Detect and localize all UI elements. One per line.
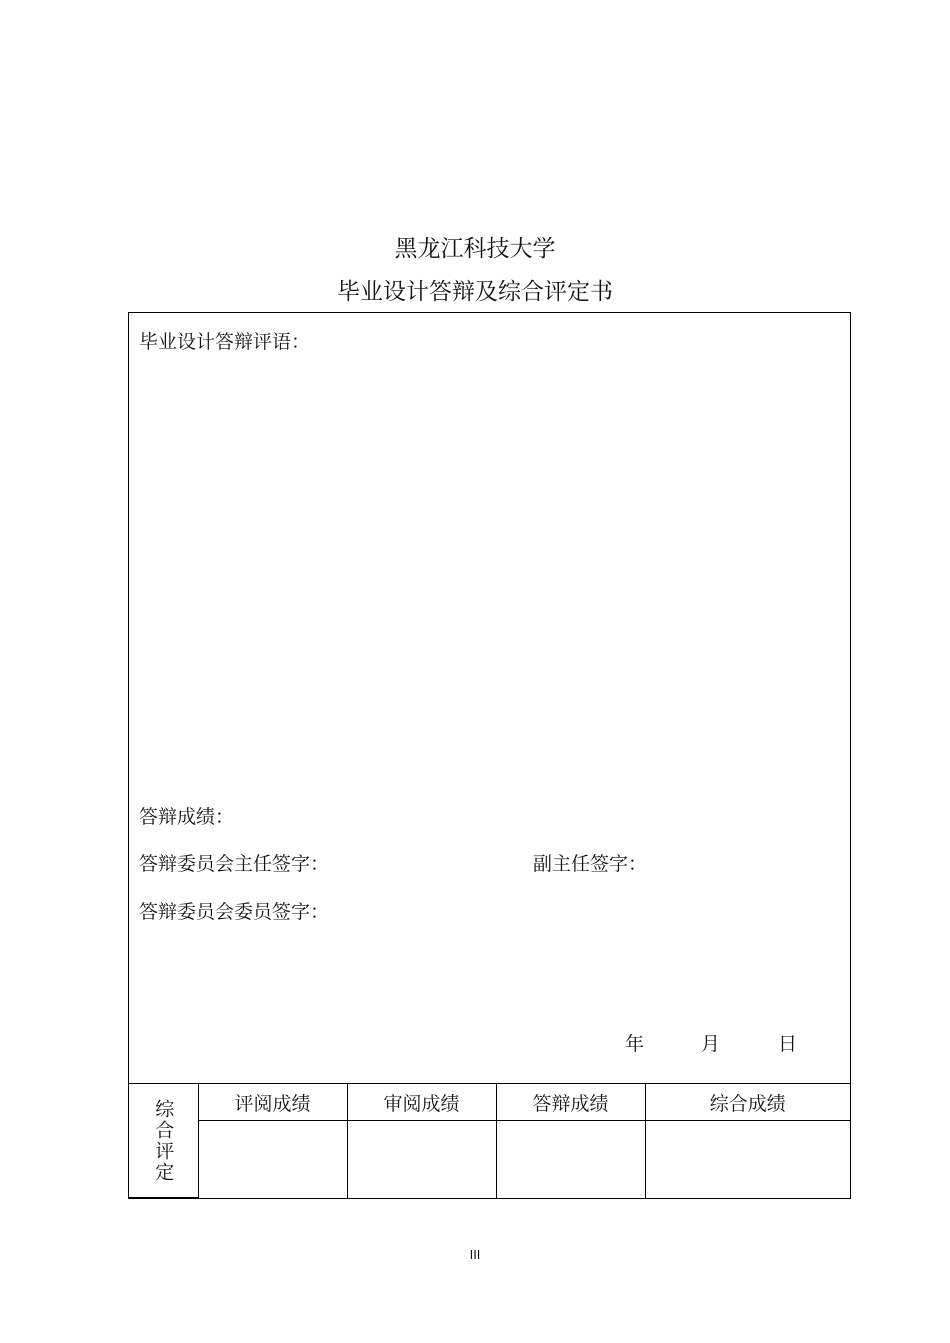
page-number: III [469,1247,481,1262]
audit-grade-header: 审阅成绩 [347,1084,496,1121]
defense-grade-label: 答辩成绩： [139,806,235,828]
defense-grade-cell[interactable] [496,1121,645,1198]
date-year-label: 年 [625,1033,645,1055]
audit-grade-cell[interactable] [347,1121,496,1198]
overall-grade-header: 综合成绩 [645,1084,850,1121]
review-grade-cell[interactable] [198,1121,347,1198]
date-month-label: 月 [701,1033,721,1055]
date-day-label: 日 [778,1033,798,1055]
university-name: 黑龙江科技大学 [394,236,556,262]
defense-comment-label: 毕业设计答辩评语： [139,331,311,353]
overall-grade-cell[interactable] [645,1121,850,1198]
evaluation-form [128,312,851,1199]
defense-grade-header: 答辩成绩 [496,1084,645,1121]
chair-signature-label: 答辩委员会主任签字： [139,853,330,875]
vice-chair-signature-label: 副主任签字： [533,853,648,875]
member-signature-label: 答辩委员会委员签字： [139,901,330,923]
comprehensive-evaluation-label: 综合评定 [129,1084,198,1198]
document-title: 毕业设计答辩及综合评定书 [337,279,613,305]
review-grade-header: 评阅成绩 [198,1084,347,1121]
comprehensive-evaluation-table [129,1083,850,1198]
